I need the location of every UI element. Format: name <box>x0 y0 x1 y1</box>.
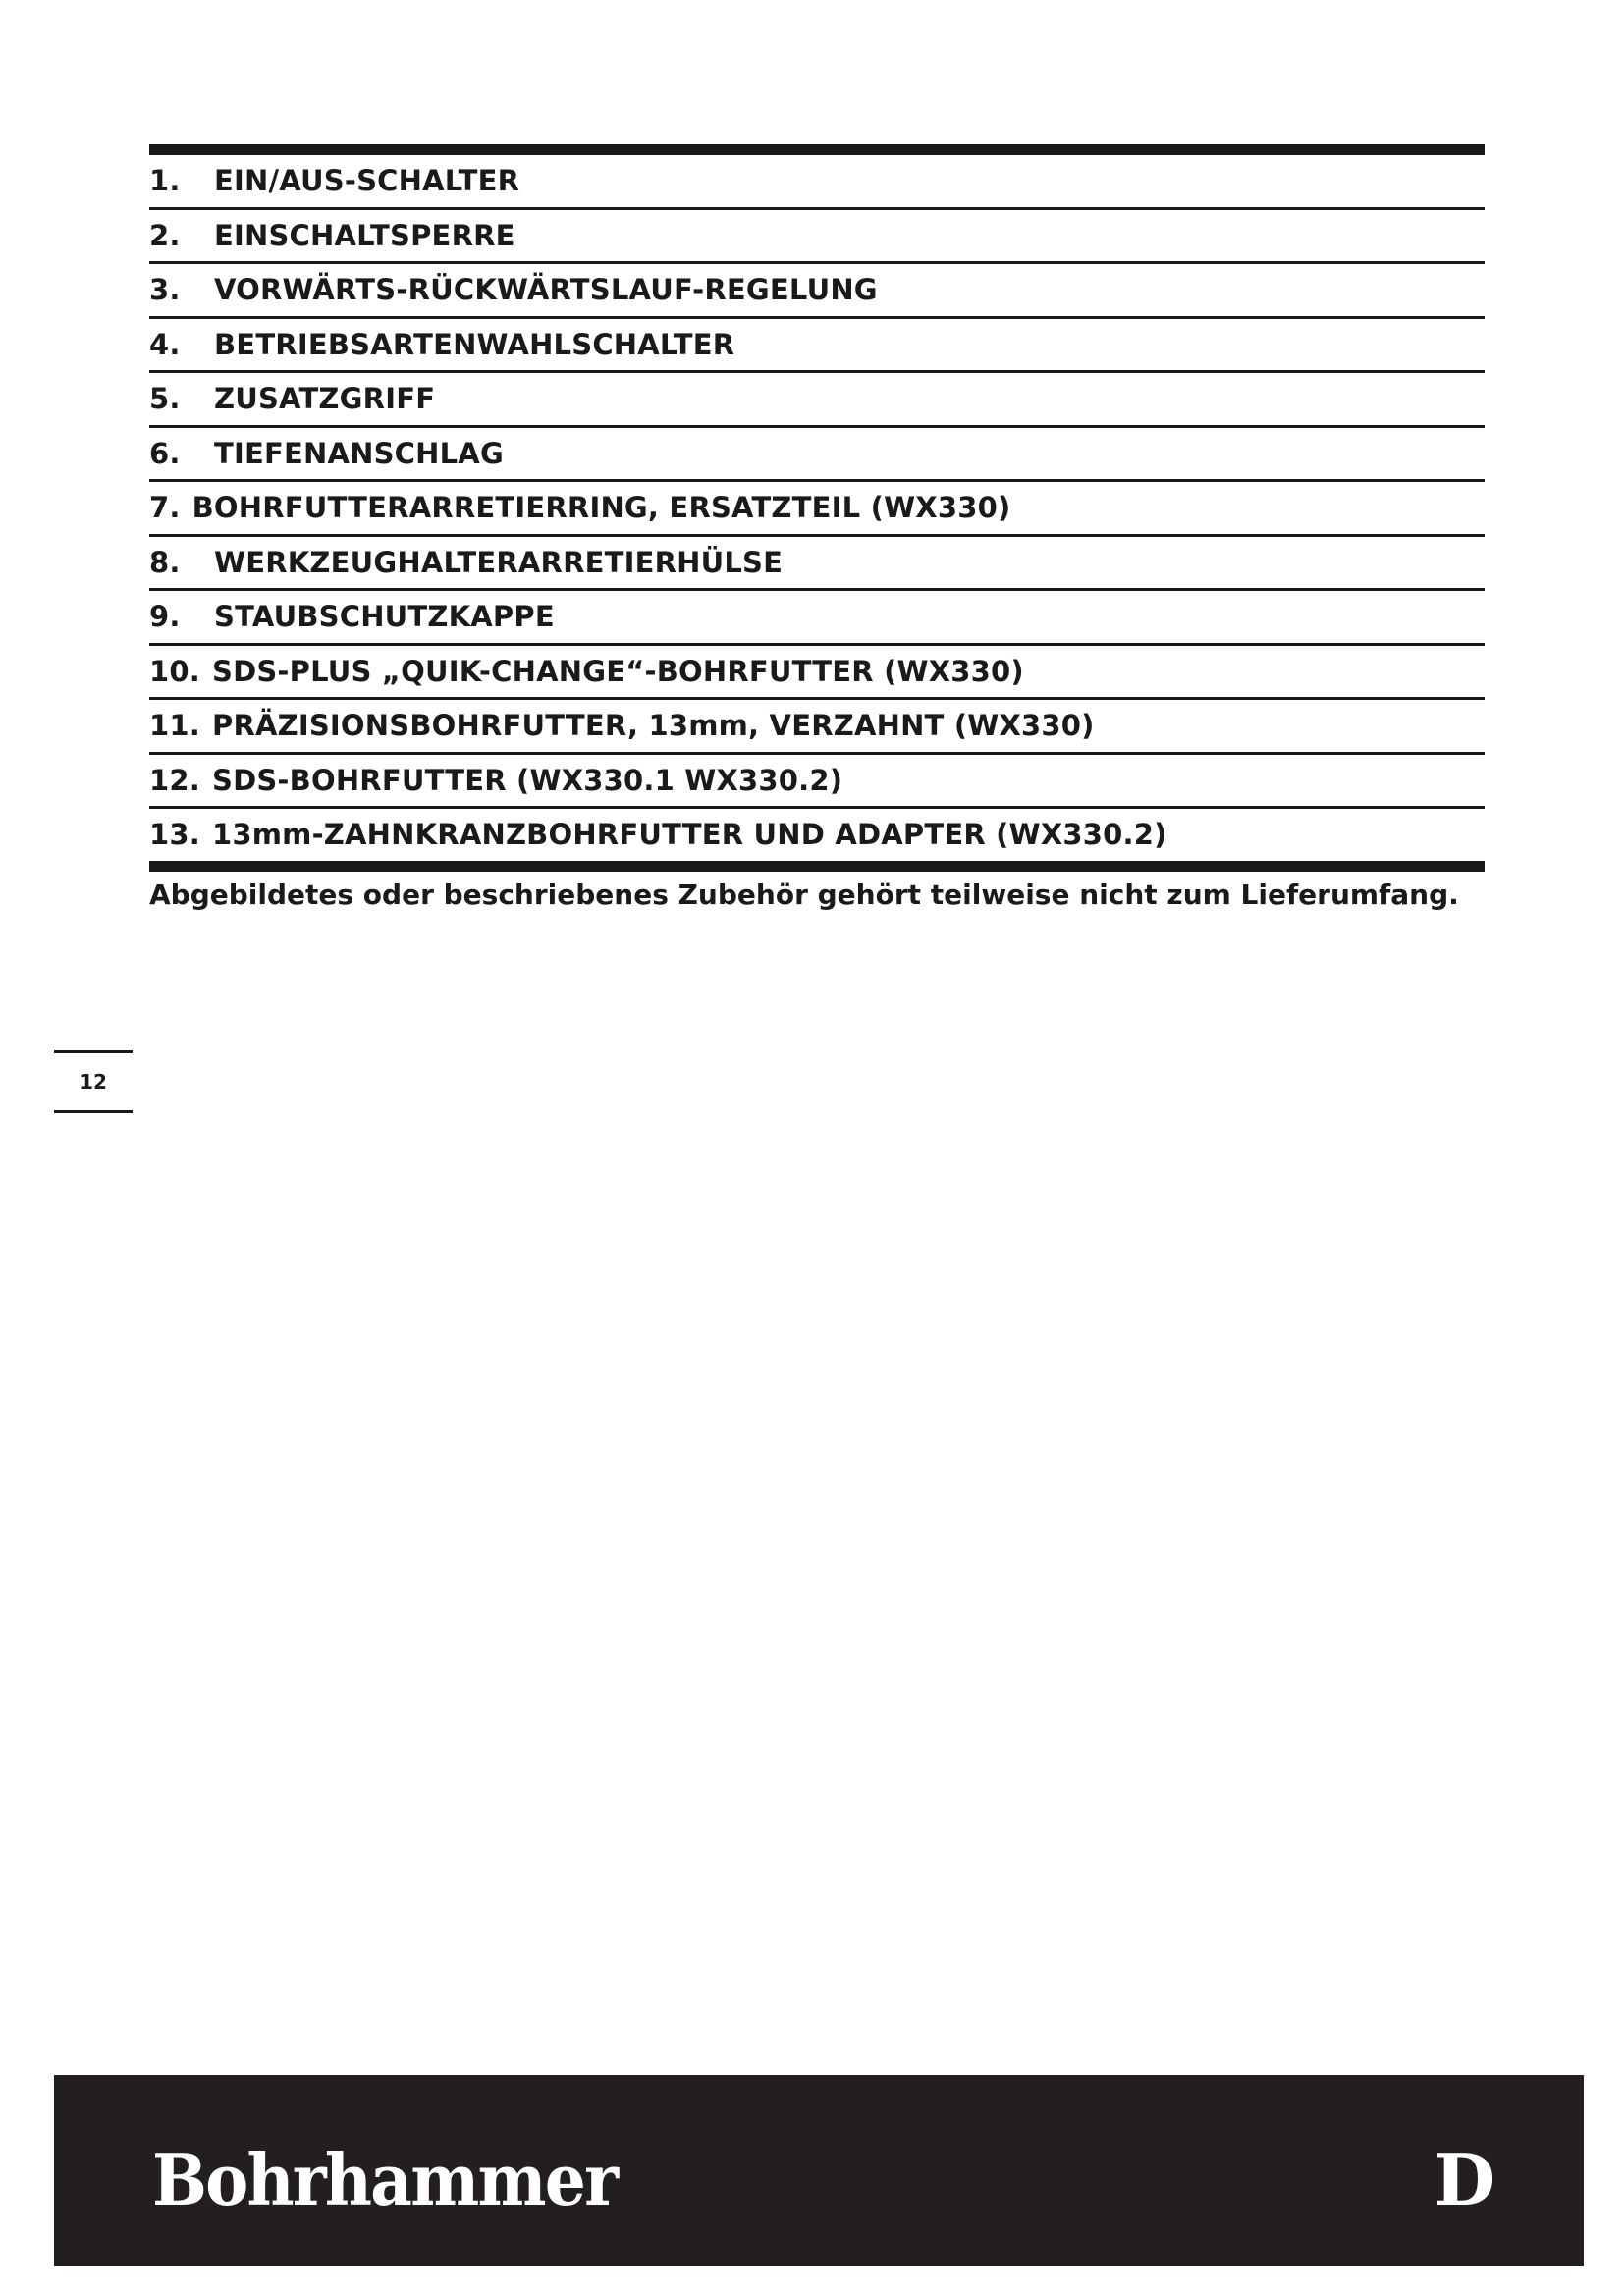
part-label: 13mm-ZAHNKRANZBOHRFUTTER UND ADAPTER (WX330.2) <box>211 818 1167 852</box>
part-number: 7. <box>149 491 181 525</box>
parts-list-item <box>149 264 1485 319</box>
part-number: 13. <box>149 818 200 852</box>
part-label: EINSCHALTSPERRE <box>214 218 515 252</box>
part-number: 1. <box>149 164 181 198</box>
part-number: 4. <box>149 327 181 361</box>
part-number: 11. <box>149 709 200 743</box>
part-label: PRÄZISIONSBOHRFUTTER, 13mm, VERZAHNT (WX330) <box>211 709 1095 743</box>
parts-list-item <box>149 482 1485 537</box>
parts-list-item <box>149 319 1485 374</box>
part-number: 2. <box>149 218 181 252</box>
parts-list-item <box>149 755 1485 810</box>
parts-list-item <box>149 591 1485 646</box>
parts-list-item <box>149 155 1485 210</box>
part-number: 8. <box>149 545 181 579</box>
part-number: 12. <box>149 763 200 797</box>
footer-title: Bohrhammer <box>152 2138 618 2221</box>
part-number: 10. <box>149 654 200 688</box>
part-label: VORWÄRTS-RÜCKWÄRTSLAUF-REGELUNG <box>214 273 878 307</box>
part-number: 6. <box>149 436 181 470</box>
part-label: ZUSATZGRIFF <box>214 382 436 416</box>
parts-list-item <box>149 428 1485 483</box>
part-label: STAUBSCHUTZKAPPE <box>214 600 555 634</box>
part-label: SDS-BOHRFUTTER (WX330.1 WX330.2) <box>211 763 843 797</box>
parts-list-item <box>149 700 1485 755</box>
part-number: 3. <box>149 273 181 307</box>
parts-list-item <box>149 537 1485 592</box>
part-label: WERKZEUGHALTERARRETIERHÜLSE <box>214 545 784 579</box>
footer-bar <box>54 2075 1584 2266</box>
part-label: TIEFENANSCHLAG <box>214 436 504 470</box>
part-number: 9. <box>149 600 181 634</box>
accessories-note: Abgebildetes oder beschriebenes Zubehör gehört teilweise nicht zum Lieferumfang. <box>149 879 1459 911</box>
part-label: BETRIEBSARTENWAHLSCHALTER <box>214 327 735 361</box>
part-label: SDS-PLUS „QUIK-CHANGE“-BOHRFUTTER (WX330) <box>211 654 1024 688</box>
parts-list <box>149 144 1485 872</box>
part-number: 5. <box>149 382 181 416</box>
parts-list-item <box>149 646 1485 701</box>
part-label: BOHRFUTTERARRETIERRING, ERSATZTEIL (WX330) <box>191 491 1011 525</box>
part-label: EIN/AUS-SCHALTER <box>214 164 520 198</box>
footer-language-code: D <box>1434 2138 1495 2221</box>
parts-list-item <box>149 210 1485 265</box>
page-number: 12 <box>54 1050 133 1113</box>
parts-list-item <box>149 373 1485 428</box>
parts-list-item <box>149 809 1485 861</box>
